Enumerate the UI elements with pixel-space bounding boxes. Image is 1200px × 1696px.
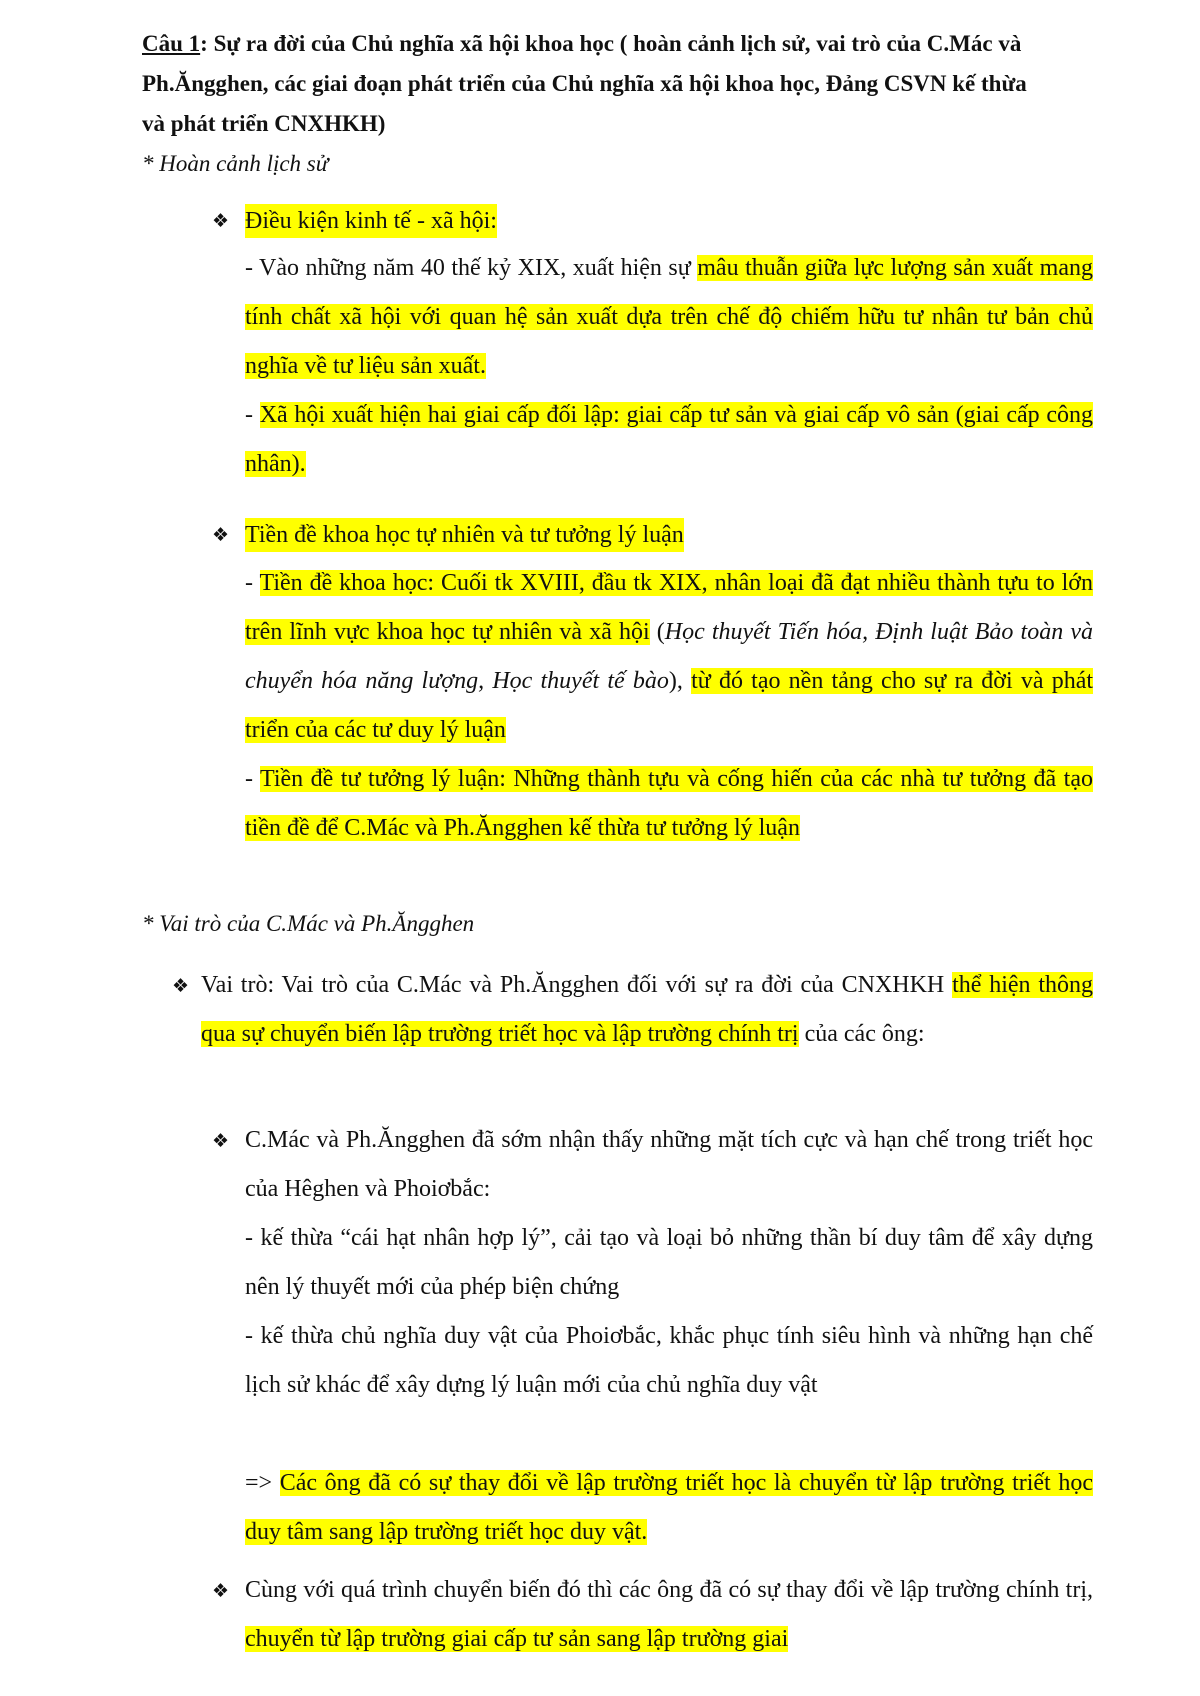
- diamond-bullet-icon: ❖: [212, 1580, 230, 1602]
- paragraph-science-premise: [245, 559, 1093, 755]
- highlighted-text: mâu thuẫn giữa lực lượng sản xuất mang tính chất xã hội với quan hệ sản xuất dựa trên chế độ chiếm hữu tư nhân tư bản chủ nghĩa về tư liệu sản xuất.: [245, 255, 1093, 379]
- paragraph-text: - Vào những năm 40 thế kỷ XIX, xuất hiện sự: [245, 255, 698, 281]
- paragraph-theory-premise: [245, 755, 1093, 853]
- paragraph-materialism: - kế thừa chủ nghĩa duy vật của Phoiơbắc, khắc phục tính siêu hình và những hạn chế lịch sử khác để xây dựng lý luận mới của chủ nghĩa duy vật: [245, 1323, 1093, 1398]
- diamond-bullet-icon: ❖: [212, 210, 230, 232]
- paragraph-text: =>: [245, 1470, 280, 1496]
- section-heading-historical-context: * Hoàn cảnh lịch sử: [142, 151, 329, 176]
- paragraph-text: (: [649, 619, 665, 645]
- question-text: : Sự ra đời của Chủ nghĩa xã hội khoa học ( hoàn cảnh lịch sử, vai trò của C.Mác và Ph.Ăngghen, các giai đoạn phát triển của Chủ nghĩa xã hội khoa học, Đảng CSVN kế thừa và phát triển CNXHKH): [142, 31, 1027, 136]
- paragraph-text: -: [245, 766, 261, 792]
- paragraph-text: của các ông:: [798, 1021, 925, 1047]
- bullet-title: Tiền đề khoa học tự nhiên và tư tưởng lý luận: [245, 518, 684, 552]
- bullet-title: Điều kiện kinh tế - xã hội:: [245, 204, 497, 238]
- question-label: Câu 1: [142, 31, 201, 56]
- paragraph-philosophy-title: C.Mác và Ph.Ăngghen đã sớm nhận thấy những mặt tích cực và hạn chế trong triết học của Hêghen và Phoiơbắc:: [245, 1127, 1093, 1202]
- highlighted-text: Tiền đề khoa học: Cuối tk XVIII, đầu tk XIX, nhân loại đã đạt nhiều thành tựu to lớn trên lĩnh vực khoa học tự nhiên và xã hội: [245, 570, 1093, 645]
- highlighted-text: từ đó tạo nền tảng cho sự ra đời và phát triển của các tư duy lý luận: [245, 668, 1094, 743]
- highlighted-text: Các ông đã có sự thay đổi về lập trường triết học là chuyển từ lập trường triết học duy tâm sang lập trường triết học duy vật.: [245, 1470, 1093, 1545]
- paragraph-text: ),: [668, 668, 692, 694]
- paragraph-political-stance: [245, 1566, 1093, 1664]
- highlighted-text: thể hiện thông qua sự chuyển biến lập trường triết học và lập trường chính trị: [201, 972, 1093, 1047]
- paragraph-text: -: [245, 402, 260, 428]
- highlighted-text: Tiền đề tư tưởng lý luận: Những thành tựu và cống hiến của các nhà tư tưởng đã tạo tiền đề để C.Mác và Ph.Ăngghen kế thừa tư tưởng lý luận: [245, 766, 1093, 841]
- section-heading-role: * Vai trò của C.Mác và Ph.Ăngghen: [142, 911, 475, 936]
- paragraph-two-classes: [245, 391, 1093, 489]
- highlighted-text: chuyển từ lập trường giai cấp tư sản sang lập trường giai: [245, 1626, 789, 1652]
- paragraph-economic-contradiction: [245, 244, 1093, 391]
- paragraph-text: Vai trò: Vai trò của C.Mác và Ph.Ăngghen đối với sự ra đời của CNXHKH: [201, 972, 953, 998]
- paragraph-dialectics: - kế thừa “cái hạt nhân hợp lý”, cải tạo và loại bỏ những thần bí duy tâm để xây dựng nên lý thuyết mới của phép biện chứng: [245, 1225, 1093, 1300]
- diamond-bullet-icon: ❖: [212, 1130, 230, 1152]
- question-title: [142, 24, 1042, 144]
- diamond-bullet-icon: ❖: [212, 524, 230, 546]
- paragraph-text: -: [245, 570, 260, 596]
- paragraph-conclusion: [245, 1459, 1093, 1557]
- italic-text: Học thuyết Tiến hóa, Định luật Bảo toàn và chuyển hóa năng lượng, Học thuyết tế bào: [245, 619, 1093, 694]
- paragraph-role: [201, 961, 1093, 1059]
- diamond-bullet-icon: ❖: [172, 975, 190, 997]
- highlighted-text: Xã hội xuất hiện hai giai cấp đối lập: giai cấp tư sản và giai cấp vô sản (giai cấp công nhân).: [245, 402, 1093, 477]
- paragraph-text: Cùng với quá trình chuyển biến đó thì các ông đã có sự thay đổi về lập trường chính trị,: [245, 1577, 1093, 1603]
